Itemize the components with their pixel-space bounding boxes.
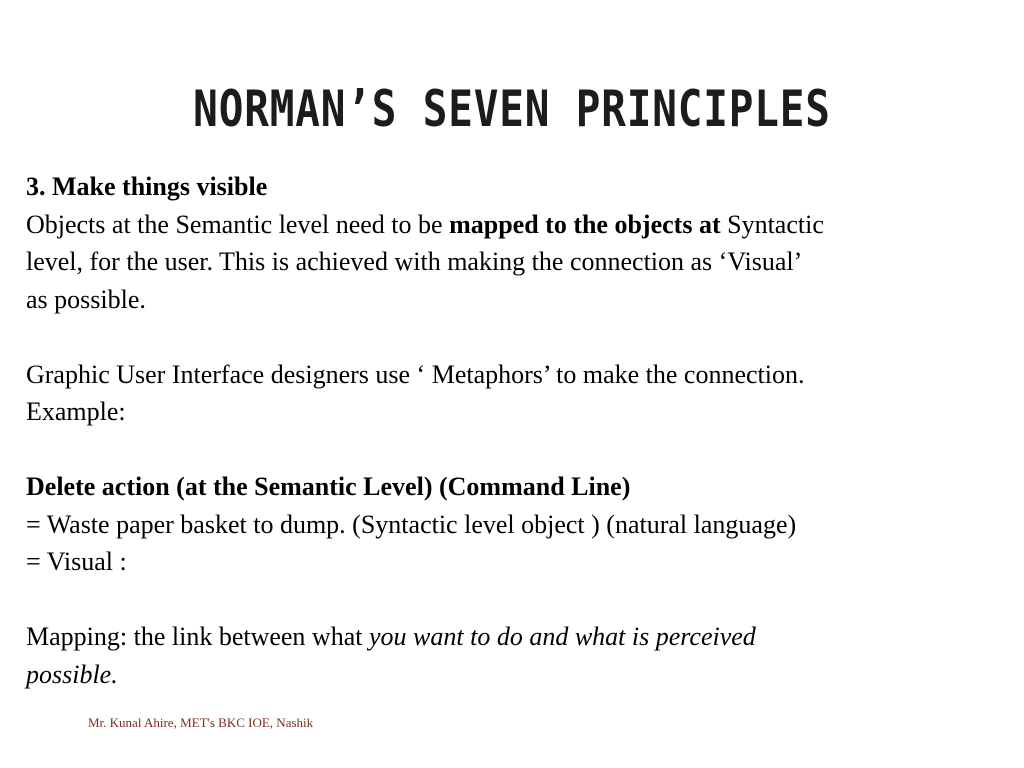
mapping-line1 bbox=[26, 618, 1011, 656]
para1-line1 bbox=[26, 206, 1011, 244]
para1-line1-end: Syntactic bbox=[720, 209, 824, 239]
slide-body bbox=[26, 168, 1011, 693]
spacer bbox=[26, 581, 1011, 619]
mapping-italic-1: you want to do and what is perceived bbox=[368, 622, 756, 651]
mapping-italic-2: possible. bbox=[26, 659, 118, 689]
para1-line1-bold: mapped to the objects at bbox=[449, 209, 721, 239]
mapping-line2 bbox=[26, 656, 1011, 694]
spacer bbox=[26, 431, 1011, 469]
example-heading-text: Delete action (at the Semantic Level) (Command Line) bbox=[26, 472, 631, 501]
section-heading-text: 3. Make things visible bbox=[26, 172, 268, 201]
spacer bbox=[26, 318, 1011, 356]
example-heading bbox=[26, 468, 1011, 506]
mapping-prefix: Mapping: the link between what bbox=[26, 622, 369, 651]
section-heading bbox=[26, 168, 1011, 206]
example-line2: = Waste paper basket to dump. (Syntactic level object ) (natural language) bbox=[26, 509, 797, 539]
para1-line2: level, for the user. This is achieved with making the connection as ‘Visual’ bbox=[26, 247, 803, 276]
slide-footer: Mr. Kunal Ahire, MET's BKC IOE, Nashik bbox=[88, 715, 314, 730]
slide-title: NORMAN’S SEVEN PRINCIPLES bbox=[193, 80, 831, 138]
para1-line3: as possible. bbox=[26, 284, 146, 314]
para2-line2: Example: bbox=[26, 397, 126, 426]
example-line3: = Visual : bbox=[26, 547, 127, 576]
para1-line1-start: Objects at the Semantic level need to be bbox=[26, 209, 450, 239]
para2-line1: Graphic User Interface designers use ‘ Metaphors’ to make the connection. bbox=[26, 359, 805, 389]
